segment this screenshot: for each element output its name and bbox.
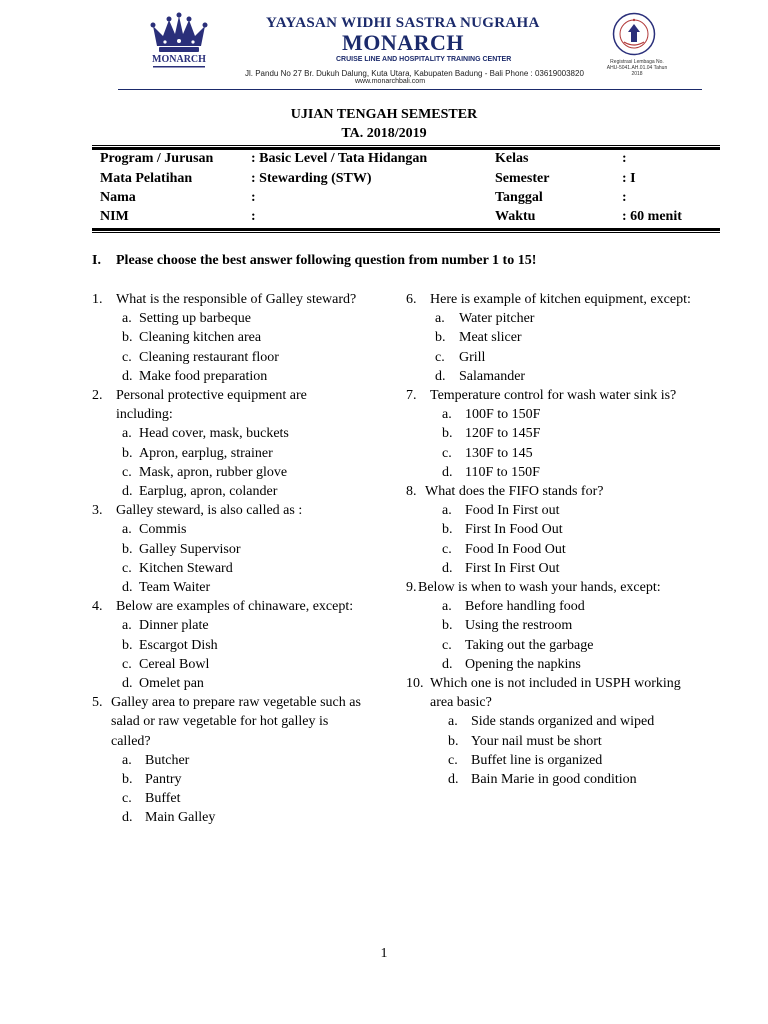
option-text: Food In First out xyxy=(465,503,560,519)
option-text: Buffet xyxy=(145,791,181,807)
option-text: Cleaning kitchen area xyxy=(139,330,262,346)
question-7 xyxy=(406,386,706,482)
answer-option[interactable] xyxy=(406,616,706,635)
answer-option[interactable] xyxy=(92,770,362,789)
option-letter: c. xyxy=(442,541,452,557)
option-letter: d. xyxy=(442,464,453,480)
answer-option[interactable] xyxy=(406,348,706,367)
date-label: Tanggal xyxy=(495,190,543,205)
option-text: Galley Supervisor xyxy=(139,541,241,557)
questions-left-column xyxy=(92,290,362,828)
option-letter: a. xyxy=(442,599,452,615)
option-letter: b. xyxy=(448,733,459,749)
question-text: Here is example of kitchen equipment, except: xyxy=(430,292,691,307)
address: Jl. Pandu No 27 Br. Dukuh Dalung, Kuta Utara, Kabupaten Badung - Bali Phone : 03619003820 xyxy=(245,69,584,78)
answer-option[interactable] xyxy=(406,732,706,751)
question-number: 2. xyxy=(92,388,103,404)
question-text: Galley area to prepare raw vegetable such as salad or raw vegetable for hot galley is called? xyxy=(111,695,361,749)
tagline: CRUISE LINE AND HOSPITALITY TRAINING CENTER xyxy=(336,56,512,63)
option-letter: c. xyxy=(448,752,458,768)
option-letter: c. xyxy=(122,464,132,480)
question-5 xyxy=(92,693,362,827)
option-text: 100F to 150F xyxy=(465,407,541,423)
option-text: 130F to 145 xyxy=(465,445,533,461)
question-8 xyxy=(406,482,706,578)
answer-option[interactable] xyxy=(92,808,362,827)
answer-option[interactable] xyxy=(92,751,362,770)
question-text: Below are examples of chinaware, except: xyxy=(116,599,354,615)
question-text: What is the responsible of Galley steward? xyxy=(116,292,357,307)
question-9 xyxy=(406,578,706,674)
option-letter: b. xyxy=(122,445,133,461)
question-number: 3. xyxy=(92,503,103,519)
option-text: Before handling food xyxy=(465,599,585,615)
answer-option[interactable] xyxy=(92,444,362,463)
brand-name: MONARCH xyxy=(342,30,465,55)
question-1 xyxy=(92,290,362,386)
info-bottom-rule-thin xyxy=(92,232,720,233)
option-letter: d. xyxy=(122,676,133,692)
website: www.monarchbali.com xyxy=(355,78,426,85)
option-text: Food In Food Out xyxy=(465,541,566,557)
option-letter: c. xyxy=(122,349,132,365)
option-text: First In Food Out xyxy=(465,522,563,538)
instruction-number: I. xyxy=(92,253,101,268)
option-letter: a. xyxy=(435,311,445,327)
option-text: Pantry xyxy=(145,772,182,788)
answer-option[interactable] xyxy=(406,636,706,655)
option-letter: d. xyxy=(122,484,133,500)
institution-seal-icon xyxy=(612,12,656,56)
header-divider xyxy=(118,89,702,90)
option-text: 120F to 145F xyxy=(465,426,541,442)
answer-option[interactable] xyxy=(406,559,706,578)
instruction xyxy=(92,253,536,269)
question-6 xyxy=(406,290,706,386)
option-text: Bain Marie in good condition xyxy=(471,772,637,788)
option-text: Earplug, apron, colander xyxy=(139,484,278,500)
answer-option[interactable] xyxy=(406,463,706,482)
option-letter: d. xyxy=(122,580,133,596)
question-number: 6. xyxy=(406,292,417,307)
answer-option[interactable] xyxy=(92,636,362,655)
option-text: Make food preparation xyxy=(139,368,268,384)
option-text: Cleaning restaurant floor xyxy=(139,349,279,365)
answer-option[interactable] xyxy=(92,424,362,443)
info-top-rule-thick xyxy=(92,147,720,150)
option-letter: c. xyxy=(442,445,452,461)
question-text: Personal protective equipment are including: xyxy=(116,388,307,423)
answer-option[interactable] xyxy=(92,482,362,501)
answer-option[interactable] xyxy=(92,674,362,693)
answer-option[interactable] xyxy=(406,770,706,789)
question-2 xyxy=(92,386,362,501)
course-value: : Stewarding (STW) xyxy=(251,171,372,186)
answer-option[interactable] xyxy=(406,597,706,616)
class-value: : xyxy=(622,151,627,166)
option-text: Grill xyxy=(459,349,486,365)
option-text: Commis xyxy=(139,522,187,538)
option-text: Mask, apron, rubber glove xyxy=(139,464,288,480)
option-letter: b. xyxy=(122,541,133,557)
answer-option[interactable] xyxy=(92,540,362,559)
question-text: Which one is not included in USPH working area basic? xyxy=(430,676,681,711)
option-letter: c. xyxy=(122,791,132,807)
option-letter: b. xyxy=(122,330,133,346)
answer-option[interactable] xyxy=(92,367,362,386)
option-text: 110F to 150F xyxy=(465,464,540,480)
name-label: Nama xyxy=(100,190,136,205)
question-text: Below is when to wash your hands, except: xyxy=(418,580,661,596)
option-letter: d. xyxy=(122,810,133,826)
question-text: Galley steward, is also called as : xyxy=(116,503,303,519)
answer-option[interactable] xyxy=(92,463,362,482)
answer-option[interactable] xyxy=(92,559,362,578)
option-letter: d. xyxy=(448,772,459,788)
program-label: Program / Jurusan xyxy=(100,151,214,166)
option-text: Team Waiter xyxy=(139,580,211,596)
option-text: Your nail must be short xyxy=(471,733,602,749)
answer-option[interactable] xyxy=(92,789,362,808)
option-letter: a. xyxy=(448,714,458,730)
answer-option[interactable] xyxy=(92,309,362,328)
option-text: Meat slicer xyxy=(459,330,522,346)
question-number: 4. xyxy=(92,599,103,615)
time-value: : 60 menit xyxy=(622,209,682,224)
option-letter: a. xyxy=(122,522,132,538)
option-letter: d. xyxy=(122,368,133,384)
organization-name: YAYASAN WIDHI SASTRA NUGRAHA xyxy=(266,15,540,31)
question-3 xyxy=(92,501,362,597)
option-letter: c. xyxy=(122,560,132,576)
option-text: Butcher xyxy=(145,752,190,768)
option-text: Main Galley xyxy=(145,810,216,826)
option-letter: a. xyxy=(442,503,452,519)
answer-option[interactable] xyxy=(92,616,362,635)
instruction-text: Please choose the best answer following question from number 1 to 15! xyxy=(116,253,537,268)
logo-text: MONARCH xyxy=(152,54,206,65)
info-top-rule-thin xyxy=(92,145,720,146)
option-letter: b. xyxy=(442,618,453,634)
answer-option[interactable] xyxy=(406,501,706,520)
option-text: Escargot Dish xyxy=(139,637,218,653)
option-text: Using the restroom xyxy=(465,618,573,634)
answer-option[interactable] xyxy=(406,712,706,731)
answer-option[interactable] xyxy=(406,520,706,539)
option-text: Omelet pan xyxy=(139,676,204,692)
option-text: Side stands organized and wiped xyxy=(471,714,655,730)
question-10 xyxy=(406,674,706,789)
questions-right-column xyxy=(406,290,706,789)
option-text: Setting up barbeque xyxy=(139,311,251,327)
answer-option[interactable] xyxy=(92,578,362,597)
answer-option[interactable] xyxy=(406,655,706,674)
question-number: 1. xyxy=(92,292,103,307)
question-number: 8. xyxy=(406,484,417,500)
exam-title: UJIAN TENGAH SEMESTER xyxy=(290,107,478,122)
option-text: Cereal Bowl xyxy=(139,656,210,672)
answer-option[interactable] xyxy=(92,348,362,367)
option-letter: a. xyxy=(122,426,132,442)
name-value: : xyxy=(251,190,256,205)
answer-option[interactable] xyxy=(406,405,706,424)
option-text: Apron, earplug, strainer xyxy=(139,445,273,461)
option-text: Buffet line is organized xyxy=(471,752,603,768)
option-text: Salamander xyxy=(459,368,526,384)
option-letter: c. xyxy=(442,637,452,653)
page-number: 1 xyxy=(380,946,388,961)
option-letter: d. xyxy=(442,560,453,576)
option-letter: a. xyxy=(122,752,132,768)
question-number: 9. xyxy=(406,580,417,596)
option-letter: b. xyxy=(122,772,133,788)
question-text: Temperature control for wash water sink is? xyxy=(430,388,677,404)
option-letter: b. xyxy=(122,637,133,653)
answer-option[interactable] xyxy=(406,444,706,463)
option-text: Kitchen Steward xyxy=(139,560,233,576)
nim-label: NIM xyxy=(100,209,129,224)
answer-option[interactable] xyxy=(92,655,362,674)
question-text: What does the FIFO stands for? xyxy=(425,484,604,500)
answer-option[interactable] xyxy=(406,540,706,559)
answer-option[interactable] xyxy=(92,328,362,347)
option-letter: d. xyxy=(435,368,446,384)
option-letter: c. xyxy=(435,349,445,365)
answer-option[interactable] xyxy=(406,424,706,443)
question-number: 10. xyxy=(406,676,424,692)
answer-option[interactable] xyxy=(406,367,706,386)
semester-label: Semester xyxy=(495,171,550,186)
course-label: Mata Pelatihan xyxy=(100,171,193,186)
option-letter: b. xyxy=(442,426,453,442)
program-value: : Basic Level / Tata Hidangan xyxy=(251,151,428,166)
option-text: Water pitcher xyxy=(459,311,535,327)
option-text: Head cover, mask, buckets xyxy=(139,426,289,442)
option-letter: d. xyxy=(442,656,453,672)
question-number: 7. xyxy=(406,388,417,404)
semester-value: : I xyxy=(622,171,636,186)
exam-year: TA. 2018/2019 xyxy=(341,126,427,141)
option-text: First In First Out xyxy=(465,560,560,576)
option-letter: b. xyxy=(442,522,453,538)
option-text: Opening the napkins xyxy=(465,656,581,672)
accreditation-text: Registrasi Lembaga No. AHU-5041.AH.01.04 Tahun 2018 xyxy=(606,59,668,77)
monarch-logo xyxy=(143,12,215,72)
class-label: Kelas xyxy=(495,151,529,166)
nim-value: : xyxy=(251,209,256,224)
option-letter: b. xyxy=(435,330,446,346)
question-number: 5. xyxy=(92,695,103,711)
option-text: Dinner plate xyxy=(139,618,209,634)
option-letter: a. xyxy=(442,407,452,423)
time-label: Waktu xyxy=(495,209,536,224)
answer-option[interactable] xyxy=(406,751,706,770)
date-value: : xyxy=(622,190,627,205)
info-bottom-rule-thick xyxy=(92,228,720,231)
answer-option[interactable] xyxy=(406,328,706,347)
option-letter: c. xyxy=(122,656,132,672)
option-letter: a. xyxy=(122,618,132,634)
option-letter: a. xyxy=(122,311,132,327)
answer-option[interactable] xyxy=(406,309,706,328)
answer-option[interactable] xyxy=(92,520,362,539)
option-text: Taking out the garbage xyxy=(465,637,594,653)
question-4 xyxy=(92,597,362,693)
